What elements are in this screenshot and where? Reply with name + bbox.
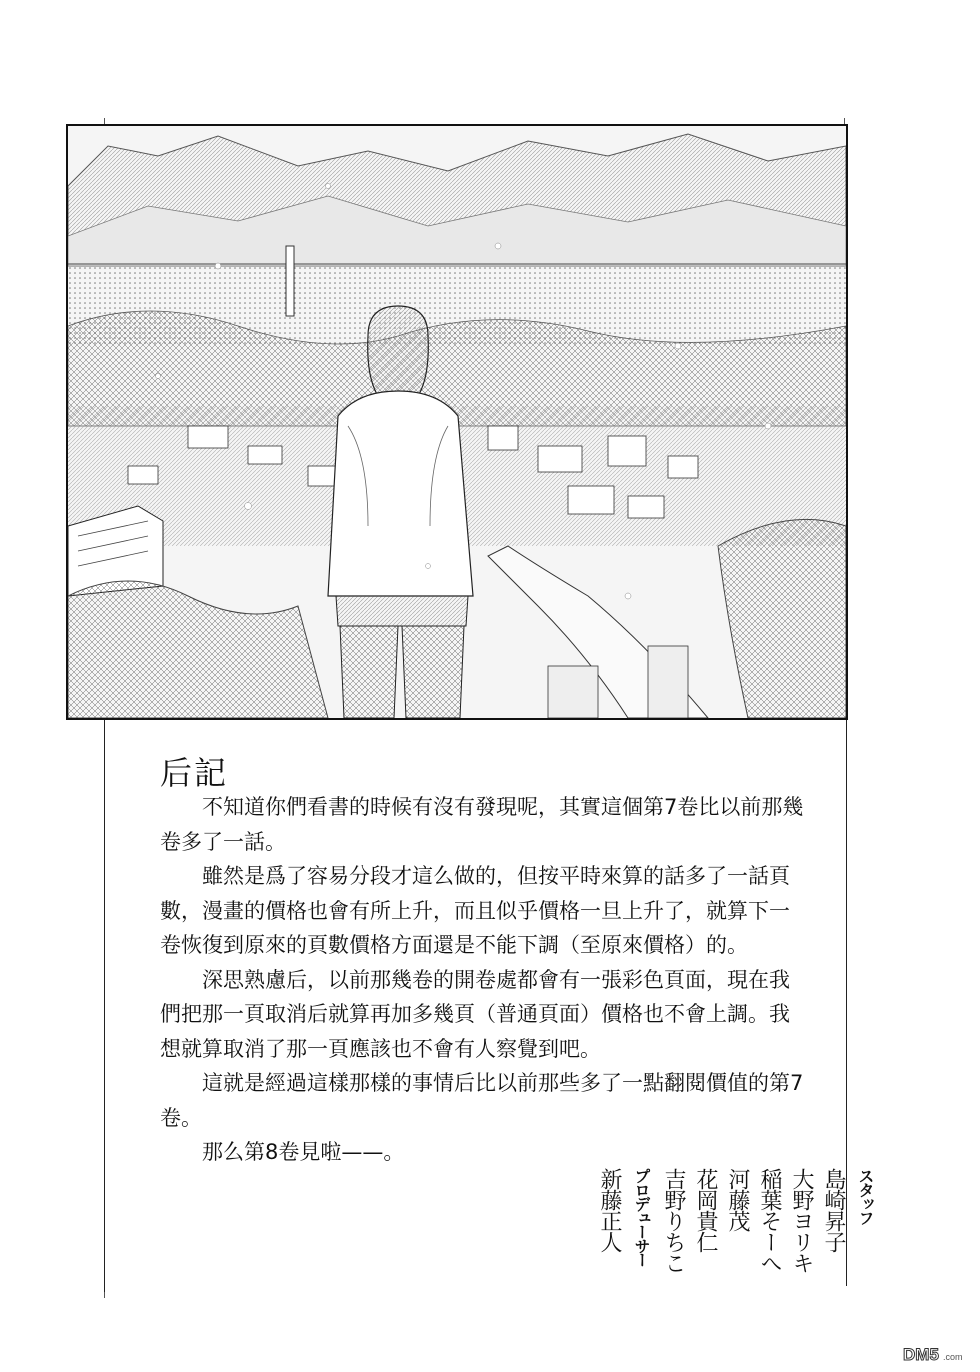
afterword-paragraph: 這就是經過這樣那樣的事情后比以前那些多了一點翻閱價值的第7卷。 (160, 1071, 804, 1130)
left-frame-line (104, 720, 105, 1292)
afterword-closing: 那么第8卷見啦——。 (202, 1140, 405, 1164)
staff-name: 島崎昇子 (821, 1168, 846, 1252)
dm5-logo (903, 1344, 963, 1364)
crop-mark (104, 1292, 105, 1298)
staff-name: 吉野りちこ (661, 1168, 686, 1273)
producer-name: 新藤正人 (597, 1168, 622, 1252)
afterword-title: 后記 (160, 754, 229, 792)
afterword-paragraph: 深思熟慮后，以前那幾卷的開卷處都會有一張彩色頁面，現在我們把那一頁取消后就算再加多幾頁（普通頁面）價格也不會上調。我想就算取消了那一頁應該也不會有人察覺到吧。 (160, 967, 790, 1061)
svg-text:DM5: DM5 (903, 1345, 939, 1364)
staff-name: 河藤茂 (725, 1168, 750, 1231)
afterword-paragraph: 雖然是爲了容易分段才這么做的，但按平時來算的話多了一話頁數，漫畫的價格也會有所上升，而且似乎價格一旦上升了，就算下一卷恢復到原來的頁數價格方面還是不能下調（至原來價格）的。 (160, 864, 790, 957)
staff-credits (596, 1168, 878, 1278)
producer-heading: プロデューサー (632, 1168, 651, 1266)
afterword-body (160, 790, 810, 1170)
snowy-town-illustration (66, 124, 848, 720)
staff-heading: スタッフ (856, 1168, 875, 1224)
staff-name: 大野ヨリキ (789, 1168, 814, 1273)
afterword-paragraph: 不知道你們看書的時候有沒有發現呢，其實這個第7卷比以前那幾卷多了一話。 (160, 795, 804, 854)
svg-text:.com: .com (943, 1352, 963, 1362)
staff-name: 稲葉そーへ (757, 1168, 782, 1273)
staff-name: 花岡貴仁 (693, 1168, 718, 1252)
